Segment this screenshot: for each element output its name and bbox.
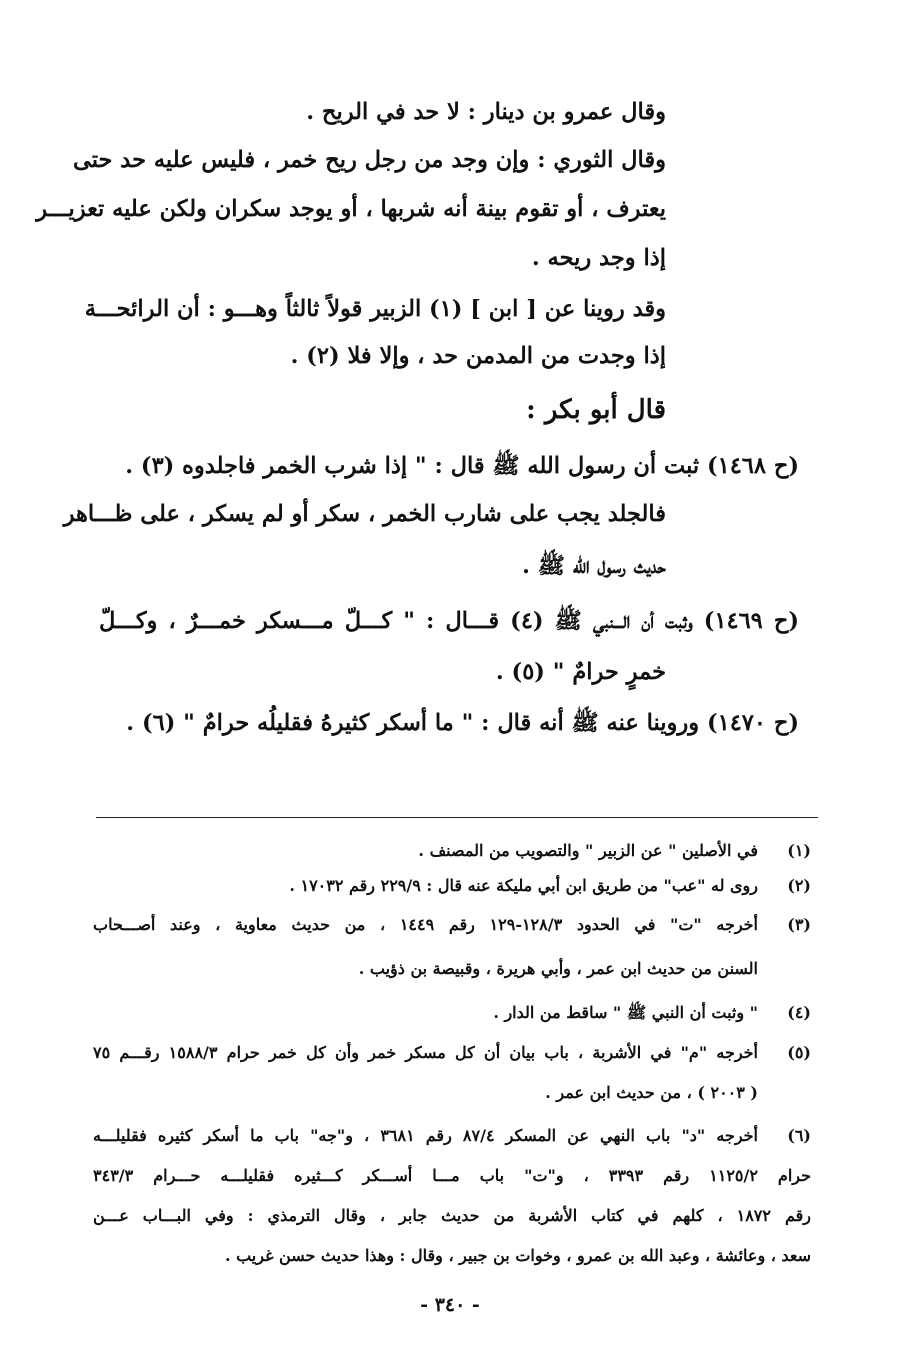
- hadith-line: (ح ١٤٦٩) وثبت أن الـــنبي ﷺ (٤) قـــال : " كـــلّ مـــسكر خمـــرٌ ، وكـــلّ: [99, 608, 799, 634]
- body-line: إذا وجدت من المدمن حد ، وإلا فلا (٢) .: [290, 343, 666, 369]
- footnote-number: (١): [787, 841, 811, 860]
- section-heading: قال أبو بكر :: [526, 395, 666, 425]
- body-line: فالجلد يجب على شارب الخمر ، سكر أو لم يسكر ، على ظـــاهر: [63, 501, 666, 527]
- body-line: وقال الثوري : وإن وجد من رجل ريح خمر ، فليس عليه حد حتى: [73, 147, 666, 173]
- body-line: يعترف ، أو تقوم بينة أنه شربها ، أو يوجد سكران ولكن عليه تعزيـــر: [36, 196, 666, 222]
- hadith-line: (ح ١٤٦٨) ثبت أن رسول الله ﷺ قال : " إذا شرب الخمر فاجلدوه (٣) .: [125, 453, 799, 479]
- footnote-line: أخرجه "ت" في الحدود ١٢٨/٣-١٢٩ رقم ١٤٤٩ ، من حديث معاوية ، وعند أصـــحاب: [93, 915, 759, 934]
- footnote-number: (٤): [787, 1003, 811, 1022]
- body-line: وقد روينا عن [ ابن ] (١) الزبير قولاً ثالثاً وهـــو : أن الرائحـــة: [84, 296, 666, 322]
- footnote-line: حرام ١١٢٥/٢ رقم ٣٣٩٣ ، و"ت" باب مـــا أســـكر كـــثيره فقليلـــه حـــرام ٣٤٣/٣: [93, 1166, 811, 1185]
- footnote-number: (٢): [787, 876, 811, 895]
- body-line: حديث رسول الله ﷺ .: [522, 553, 666, 579]
- footnote-line: سعد ، وعائشة ، وعبد الله بن عمرو ، وخوات بن جبير ، وقال : وهذا حديث حسن غريب .: [224, 1246, 811, 1265]
- page-number: - ٣٤٠ -: [420, 1294, 480, 1316]
- footnote-line: السنن من حديث ابن عمر ، وأبي هريرة ، وقبيصة بن ذؤيب .: [358, 959, 758, 978]
- body-line: خمرٍ حرامٌ " (٥) .: [495, 659, 666, 685]
- body-line: إذا وجد ريحه .: [531, 245, 666, 271]
- footnote-line: " وثبت أن النبي ﷺ " ساقط من الدار .: [493, 1003, 758, 1022]
- footnote-line: أخرجه "م" في الأشربة ، باب بيان أن كل مسكر خمر وأن كل خمر حرام ١٥٨٨/٣ رقـــم ٧٥: [93, 1043, 758, 1062]
- footnote-line: رقم ١٨٧٢ ، كلهم في كتاب الأشربة من حديث جابر ، وقال الترمذي : وفي البـــاب عـــن: [93, 1206, 812, 1225]
- body-line: وقال عمرو بن دينار : لا حد في الريح .: [306, 99, 666, 125]
- footnote-number: (٣): [787, 915, 811, 934]
- footnote-line: أخرجه "د" باب النهي عن المسكر ٨٧/٤ رقم ٣٦٨١ ، و"جه" باب ما أسكر كثيره فقليلـــه: [93, 1126, 758, 1145]
- footnote-line: روى له "عب" من طريق ابن أبي مليكة عنه قال : ٢٢٩/٩ رقم ١٧٠٣٢ .: [289, 876, 758, 895]
- footnote-line: في الأصلين " عن الزبير " والتصويب من المصنف .: [418, 841, 758, 860]
- hadith-line: (ح ١٤٧٠) وروينا عنه ﷺ أنه قال : " ما أسكر كثيرهُ فقليلُه حرامٌ " (٦) .: [126, 710, 799, 736]
- footnote-separator: [96, 817, 818, 818]
- footnote-number: (٥): [787, 1043, 811, 1062]
- footnote-line: ( ٢٠٠٣ ) ، من حديث ابن عمر .: [545, 1083, 758, 1102]
- footnote-number: (٦): [787, 1126, 811, 1145]
